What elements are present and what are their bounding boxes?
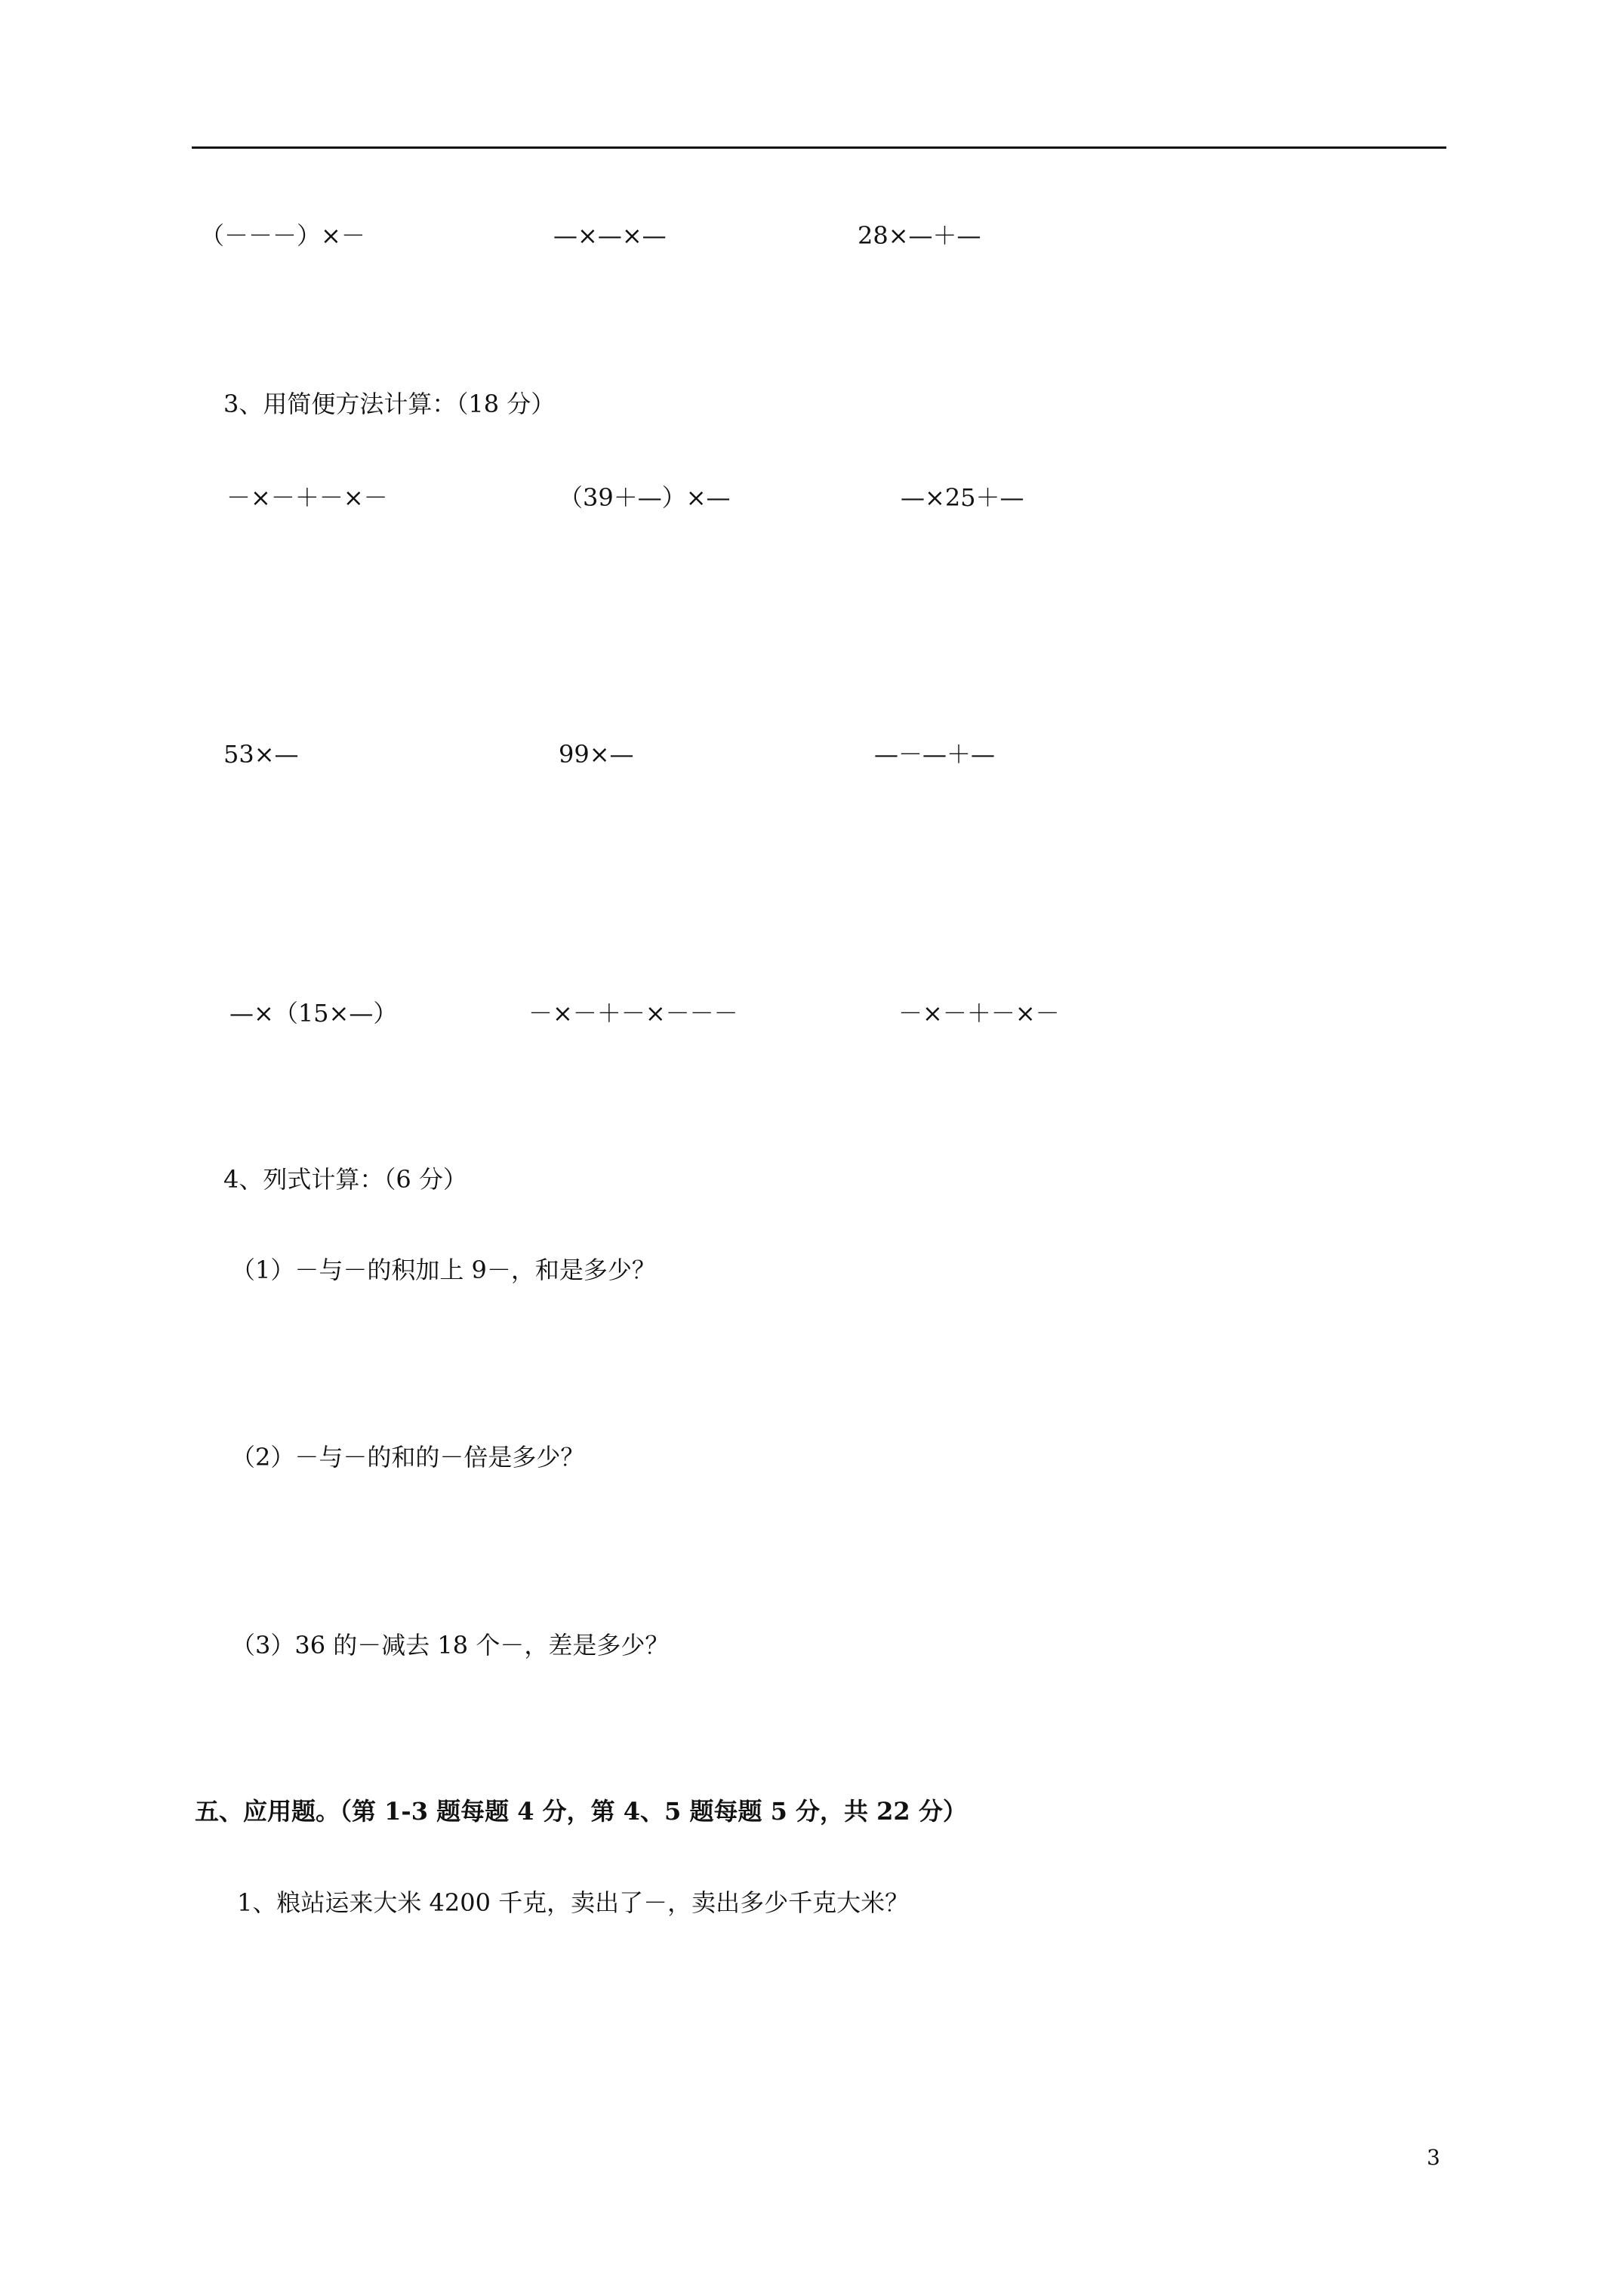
expression: （39＋—）×— (559, 483, 731, 512)
expression: －×－＋－×－ (898, 999, 1060, 1028)
expression: 53×— (223, 740, 299, 769)
section-3-title: 3、用简便方法计算：（18 分） (223, 390, 556, 418)
expression: －×－＋－×－ (226, 483, 388, 512)
list-item: （3）36 的－减去 18 个－，差是多少？ (231, 1631, 670, 1660)
page-number: 3 (1427, 2145, 1440, 2170)
expression: —×（15×—） (229, 999, 398, 1028)
list-item: （2）－与－的和的－倍是多少？ (231, 1443, 585, 1472)
section-5-title: 五、应用题。（第 1-3 题每题 4 分，第 4、5 题每题 5 分，共 22 分） (195, 1797, 967, 1826)
expression: （－－－）×－ (200, 221, 365, 250)
expression: 28×—＋— (858, 221, 981, 250)
expression: —－—＋— (874, 740, 996, 769)
question: 1、粮站运来大米 4200 千克，卖出了－，卖出多少千克大米？ (237, 1888, 910, 1917)
section-4-title: 4、列式计算：（6 分） (223, 1165, 467, 1194)
list-item: （1）－与－的积加上 9－，和是多少？ (231, 1256, 656, 1284)
expression: －×－＋－×－－－ (528, 999, 738, 1028)
header-rule (192, 146, 1446, 149)
expression: —×25＋— (901, 483, 1024, 512)
expression: —×—×— (553, 221, 667, 250)
expression: 99×— (559, 740, 634, 769)
